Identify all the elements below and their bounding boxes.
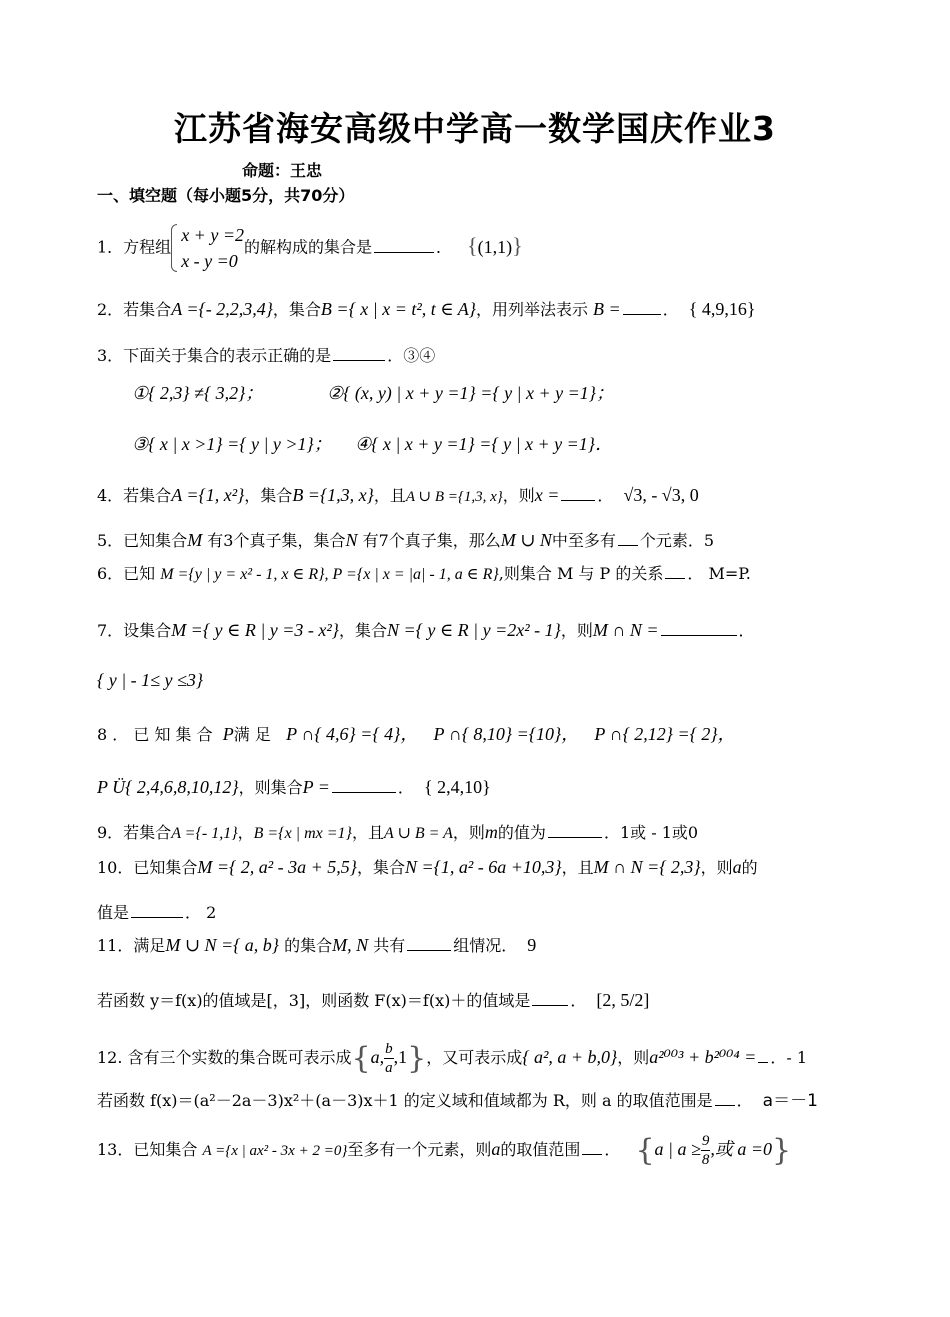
q10-intersection: M ∩ N ={ 2,3} — [593, 857, 701, 877]
q9-text: 的值为 — [497, 823, 546, 842]
q12-tail: ．- 1 — [770, 1048, 808, 1067]
q4-x: x = — [534, 485, 560, 505]
q9-mid2: ，则 — [452, 823, 485, 842]
q12-set1-b: ,1 — [393, 1047, 408, 1067]
q13-a: a — [491, 1139, 501, 1159]
q11-text-2: 组情况． — [453, 936, 518, 955]
q8-condition-1: P ∩{ 4,6} ={ 4}， — [286, 724, 419, 744]
q10-blank — [131, 916, 183, 918]
q7-mid2: ，则 — [560, 621, 593, 640]
q5-blank — [618, 544, 638, 546]
q12-set1-a: a, — [370, 1047, 385, 1067]
q5-union: M ∪ N — [500, 530, 552, 550]
q5-prefix: 5．已知集合 — [97, 531, 188, 550]
q10-tail: ． 2 — [185, 903, 217, 922]
q8-condition-3: P ∩{ 2,12} ={ 2}， — [594, 724, 736, 744]
q8-p: P — [222, 724, 234, 744]
qx1-blank — [532, 1004, 568, 1006]
q9-m: m — [484, 822, 498, 842]
q1-tail: ． — [435, 237, 452, 257]
q12-expression: a²⁰⁰³ + b²⁰⁰⁴ = — [649, 1047, 757, 1067]
q9-set-a: A ={- 1,1} — [171, 825, 238, 842]
q8-answer: { 2,4,10} — [423, 777, 491, 797]
q10-mid2: ，且 — [561, 858, 594, 877]
question-10 — [97, 855, 758, 878]
q8-text: 满 足 — [233, 725, 271, 744]
qx2-text: 若函数 f(x)＝(a²－2a－3)x²＋(a－3)x＋1 的定义域和值域都为 R，则 a 的取值范围是 — [97, 1091, 713, 1110]
q1-prefix: 1．方程组 — [97, 237, 172, 257]
question-2 — [97, 297, 756, 320]
q4-blank — [561, 499, 595, 501]
question-1 — [97, 222, 523, 274]
q4-set-b: B ={1,3, x} — [292, 485, 374, 505]
q13-prefix: 13．已知集合 — [97, 1140, 198, 1159]
q5-text-3: 中至多有 — [551, 531, 616, 550]
question-13 — [97, 1132, 791, 1169]
qx2-blank — [715, 1104, 735, 1106]
q8-blank — [332, 791, 396, 793]
q7-tail: ． — [738, 621, 755, 640]
q11-blank — [407, 949, 451, 951]
q8-mid: ，则集合 — [238, 778, 303, 797]
page-title: 江苏省海安高级中学高一数学国庆作业3 — [174, 109, 776, 148]
q12-blank — [758, 1061, 768, 1063]
q3-option-2: ②{ (x, y) | x + y =1} ={ y | x + y =1}； — [327, 383, 614, 403]
q8-tail: ． — [397, 778, 414, 797]
q6-prefix: 6．已知 — [97, 564, 156, 583]
q13-set-a: A ={x | ax² - 3x + 2 =0} — [202, 1143, 348, 1159]
q7-set-m: M ={ y ∈ R | y =3 - x²} — [171, 620, 339, 640]
q10-mid: ，集合 — [356, 858, 405, 877]
q12-fraction: $\frac{b}{a}$ — [385, 1041, 393, 1076]
extra-question-2 — [97, 1086, 818, 1111]
question-8 — [97, 720, 736, 746]
qx1-tail: ． — [570, 991, 587, 1010]
question-7 — [97, 618, 755, 641]
q2-b-label: B = — [593, 299, 621, 319]
question-12: 12. 含有三个实数的集合既可表示成{a, $\frac{b}{a}$ ,1}，又可表示成{ a², a + b,0}，则a²⁰⁰³ + b²⁰⁰⁴ = ．- 1 — [97, 1041, 808, 1076]
section-heading: 一、填空题（每小题5分，共70分） — [97, 186, 355, 205]
q1-text: 的解构成的集合是 — [243, 237, 372, 257]
q4-mid: ，集合 — [244, 486, 293, 505]
q2-prefix: 2．若集合 — [97, 300, 172, 319]
extra-question-1 — [97, 988, 649, 1011]
q11-union: M ∪ N ={ a, b} — [165, 935, 279, 955]
qx2-tail: ． — [736, 1091, 753, 1110]
q3-text: 3．下面关于集合的表示正确的是 — [97, 346, 332, 365]
q3-option-3: ③{ x | x >1} ={ y | y >1}； — [132, 434, 332, 454]
q7-mid: ，集合 — [339, 621, 388, 640]
q10-line2: 值是 — [97, 903, 130, 922]
q11-answer: 9 — [527, 935, 537, 955]
q2-tail: ． — [662, 300, 679, 319]
q4-mid3: ，则 — [502, 486, 535, 505]
q9-union: A ∪ B = A — [383, 825, 453, 842]
q3-option-4: ④{ x | x + y =1} ={ y | x + y =1}． — [355, 434, 613, 454]
q13-tail: ． — [604, 1140, 621, 1159]
q8-prefix: 8 ． 已 知 集 合 — [97, 725, 213, 744]
question-10-line-2 — [97, 900, 216, 923]
q9-mid: ，且 — [351, 823, 384, 842]
q10-text: 的 — [741, 858, 758, 877]
q5-n: N — [345, 530, 358, 550]
q6-expression: M ={y | y = x² - 1, x ∈ R}, P ={x | x = |a| - 1, a ∈ R} — [160, 566, 499, 583]
q13-answer: {a | a ≥ $\frac{9}{8}$ ,或 a =0} — [635, 1133, 792, 1168]
q13-text: 的取值范围 — [500, 1140, 581, 1159]
q4-mid2: ，且 — [373, 486, 406, 505]
q12-set2: { a², a + b,0} — [522, 1047, 618, 1067]
q4-answer: √3, - √3, 0 — [623, 485, 699, 505]
q4-prefix: 4．若集合 — [97, 486, 172, 505]
question-5 — [97, 528, 714, 551]
qx1-answer: [2, 5/2] — [596, 990, 650, 1010]
q2-mid: ，集合 — [272, 300, 321, 319]
q7-set-n: N ={ y ∈ R | y =2x² - 1} — [387, 620, 561, 640]
q10-a: a — [732, 857, 742, 877]
q4-tail: ． — [597, 486, 614, 505]
q12-prefix: 12. 含有三个实数的集合既可表示成 — [97, 1048, 352, 1067]
q4-union: A ∪ B ={1,3, x} — [405, 489, 503, 505]
q7-blank — [661, 634, 737, 636]
q12-mid2: ，则 — [617, 1048, 650, 1067]
q10-set-m: M ={ 2, a² - 3a + 5,5} — [197, 857, 357, 877]
q9-comma: ， — [237, 823, 254, 842]
q3-option-1: ①{ 2,3} ≠{ 3,2}； — [132, 383, 264, 403]
q8-condition-2: P ∩{ 8,10} ={10}， — [433, 724, 580, 744]
q3-blank — [333, 359, 385, 361]
qx1-text: 若函数 y＝f(x)的值域是[，3]，则函数 F(x)＝f(x)＋的值域是 — [97, 991, 531, 1010]
question-8-line-2 — [97, 775, 491, 798]
q3-tail: ．③④ — [387, 346, 436, 365]
q2-set-b: B ={ x | x = t², t ∈ A} — [320, 299, 476, 319]
q2-text: ，用列举法表示 — [475, 300, 588, 319]
q6-tail: ． M=P. — [687, 564, 751, 583]
q2-blank — [623, 313, 661, 315]
q10-mid3: ，则 — [700, 858, 733, 877]
q9-prefix: 9．若集合 — [97, 823, 172, 842]
q7-answer: { y | - 1≤ y ≤3} — [97, 670, 204, 690]
question-11 — [97, 933, 536, 956]
q2-set-a: A ={- 2,2,3,4} — [171, 299, 273, 319]
q9-set-b: B ={x | mx =1} — [253, 825, 352, 842]
qx2-answer: a＝－1 — [762, 1091, 818, 1111]
question-3 — [97, 343, 435, 366]
q13-mid: 至多有一个元素，则 — [347, 1140, 492, 1159]
author-line: 命题：王忠 — [242, 161, 323, 180]
question-6 — [97, 561, 751, 584]
q2-answer: { 4,9,16} — [688, 299, 756, 319]
q4-set-a: A ={1, x²} — [171, 485, 245, 505]
q5-text-1: 有3个真子集，集合 — [207, 531, 346, 550]
q5-text-4: 个元素．5 — [639, 531, 715, 550]
q10-set-n: N ={1, a² - 6a +10,3} — [404, 857, 562, 877]
q1-blank — [374, 251, 434, 253]
q8-p-label: P = — [302, 777, 330, 797]
question-4 — [97, 483, 699, 506]
q11-text: 共有 — [373, 936, 406, 955]
q6-text: ,则集合 M 与 P 的关系 — [498, 564, 664, 583]
q1-answer: {(1,1)} — [467, 232, 523, 258]
q7-intersection: M ∩ N = — [592, 620, 659, 640]
q12-mid: ，又可表示成 — [426, 1048, 523, 1067]
q9-blank — [548, 836, 602, 838]
q6-blank — [665, 577, 685, 579]
q5-m: M — [187, 530, 203, 550]
q1-equation-system: x + y =2 x - y =0 — [171, 222, 244, 274]
q7-prefix: 7．设集合 — [97, 621, 172, 640]
q11-mn: M, N — [332, 935, 369, 955]
q9-tail: ．1或 - 1或0 — [603, 823, 699, 842]
q13-blank — [582, 1153, 602, 1155]
question-9 — [97, 820, 698, 843]
q8-condition-4: P Ü{ 2,4,6,8,10,12} — [97, 777, 239, 797]
q5-text-2: 有7个真子集，那么 — [362, 531, 501, 550]
q10-prefix: 10．已知集合 — [97, 858, 198, 877]
q11-mid: 的集合 — [284, 936, 333, 955]
q11-prefix: 11．满足 — [97, 936, 166, 955]
